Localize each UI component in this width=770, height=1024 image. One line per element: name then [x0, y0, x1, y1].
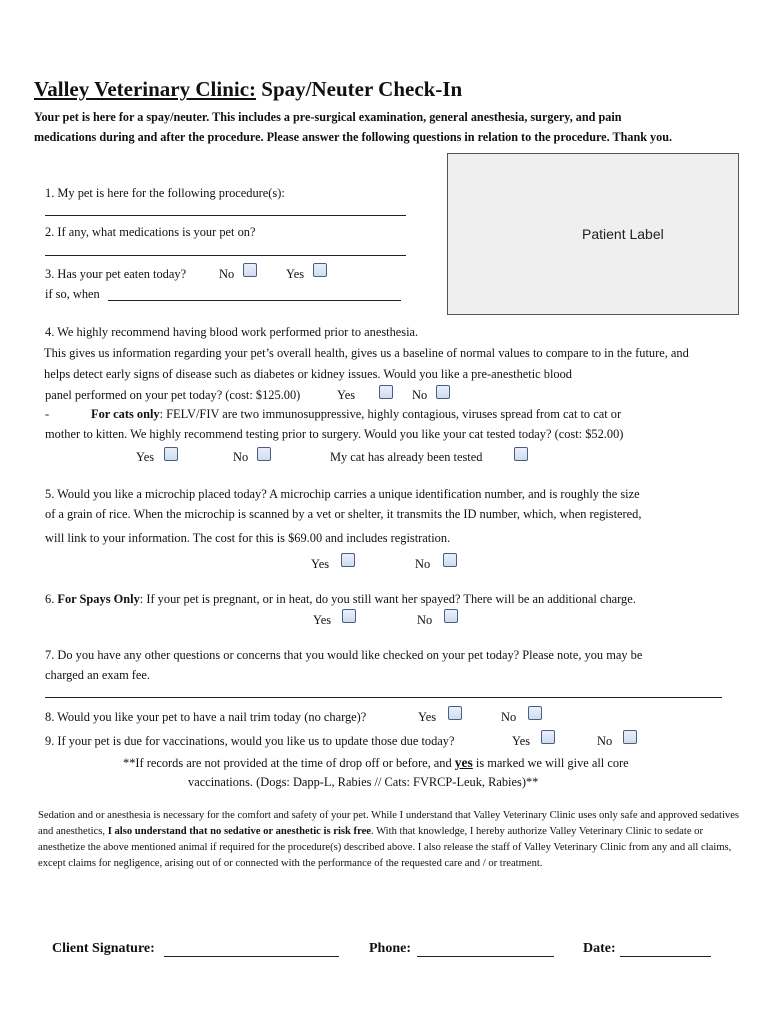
q9-yes-checkbox[interactable] — [541, 730, 555, 744]
intro-text: Your pet is here for a spay/neuter. This includes a pre-surgical examination, general anesthesia, surgery, and pain medications during and after the procedure. Please answer the following questions in relation to the procedure. Thank you. — [34, 110, 673, 144]
cats-only-text-2: mother to kitten. We highly recommend testing prior to surgery. Would you like your cat tested today? (cost: $52.00) — [45, 427, 624, 441]
q2-answer-line[interactable] — [45, 255, 406, 256]
cat-no-checkbox[interactable] — [257, 447, 271, 461]
q6-text: : If your pet is pregnant, or in heat, do you still want her spayed? There will be an additional charge. — [139, 592, 636, 606]
question-5-line-3: will link to your information. The cost for this is $69.00 and includes registration. — [45, 531, 451, 545]
q8-yes-checkbox[interactable] — [448, 706, 462, 720]
cats-dash: - — [45, 407, 50, 421]
q6-yes-label: Yes — [313, 613, 332, 627]
q8-no-checkbox[interactable] — [528, 706, 542, 720]
q3-no-checkbox[interactable] — [243, 263, 257, 277]
q6-no-checkbox[interactable] — [444, 609, 458, 623]
q4-yes-checkbox[interactable] — [379, 385, 393, 399]
q9-no-checkbox[interactable] — [623, 730, 637, 744]
question-7-line-2: charged an exam fee. — [45, 668, 151, 682]
q9-no-label: No — [597, 734, 613, 748]
q5-no-label: No — [415, 557, 431, 571]
cat-no-label: No — [233, 450, 249, 464]
q8-yes-label: Yes — [418, 710, 437, 724]
consent-paragraph — [38, 808, 744, 872]
q5-yes-label: Yes — [311, 557, 330, 571]
form-title-text: Spay/Neuter Check-In — [261, 77, 463, 101]
client-signature-line[interactable] — [164, 956, 339, 957]
q8-no-label: No — [501, 710, 517, 724]
cat-yes-checkbox[interactable] — [164, 447, 178, 461]
q4-no-checkbox[interactable] — [436, 385, 450, 399]
cats-only-bold: For cats only — [91, 407, 160, 421]
question-6 — [45, 592, 636, 607]
question-8: 8. Would you like your pet to have a nail trim today (no charge)? — [45, 710, 367, 724]
q6-no-label: No — [417, 613, 433, 627]
q6-bold: For Spays Only — [57, 592, 140, 606]
note-post: is marked we will give all core — [472, 756, 629, 770]
cats-only-line — [91, 407, 621, 422]
patient-label-text: Patient Label — [582, 226, 664, 242]
vaccination-note — [123, 755, 629, 771]
q3-when-line[interactable] — [108, 300, 401, 301]
date-line[interactable] — [620, 956, 711, 957]
question-7-line-1: 7. Do you have any other questions or concerns that you would like checked on your pet today? Please note, you may be — [45, 648, 643, 662]
consent-bold: I also understand that no sedative or anesthetic is risk free — [107, 826, 371, 837]
cat-yes-label: Yes — [136, 450, 155, 464]
patient-label-box — [447, 153, 739, 315]
q4-description: This gives us information regarding your pet’s overall health, gives us a baseline of normal values to compare to in the future, and helps detect early signs of disease such as diabetes or kidney issues. Would you like a pre-anesthetic blood — [44, 346, 689, 381]
q7-answer-line[interactable] — [45, 697, 722, 698]
question-3: 3. Has your pet eaten today? — [45, 267, 187, 281]
cats-only-text: : FELV/FIV are two immunosuppressive, highly contagious, viruses spread from cat to cat or — [159, 407, 622, 421]
q6-yes-checkbox[interactable] — [342, 609, 356, 623]
q3-followup: if so, when — [45, 287, 100, 301]
q5-yes-checkbox[interactable] — [341, 553, 355, 567]
q4-yes-label: Yes — [337, 388, 356, 402]
q3-no-label: No — [219, 267, 235, 281]
q9-yes-label: Yes — [512, 734, 531, 748]
question-9: 9. If your pet is due for vaccinations, would you like us to update those due today? — [45, 734, 455, 748]
note-pre: **If records are not provided at the time of drop off or before, and — [123, 756, 455, 770]
consent-pre: Sedation and or anesthesia is necessary for the comfort and safety of your pet. While I understand that Valley Veterinary Clinic uses only safe and approved sedatives and anesthetics, — [38, 810, 740, 837]
phone-line[interactable] — [417, 956, 554, 957]
date-label: Date: — [583, 941, 616, 956]
q4-no-label: No — [412, 388, 428, 402]
vaccination-note-2: vaccinations. (Dogs: Dapp-L, Rabies // Cats: FVRCP-Leuk, Rabies)** — [188, 775, 539, 789]
form-title — [34, 77, 462, 102]
question-5-line-2: of a grain of rice. When the microchip is scanned by a vet or shelter, it transmits the ID number, which, when registered, — [45, 507, 642, 521]
q5-no-checkbox[interactable] — [443, 553, 457, 567]
question-5-line-1: 5. Would you like a microchip placed today? A microchip carries a unique identification number, and is roughly the size — [45, 487, 640, 501]
q3-yes-checkbox[interactable] — [313, 263, 327, 277]
consent-post: . With that knowledge, I hereby authorize Valley Veterinary Clinic to sedate or anesthetize the above mentioned animal if required for the procedure(s) described above. I also release the staff of Valley Veterinary Clinic from any and all claims, except claims for negligence, arising out of or connected with the performance of the requested care and / or treatment. — [38, 826, 732, 869]
note-yes: yes — [454, 755, 473, 770]
client-signature-label: Client Signature: — [52, 941, 155, 956]
question-1: 1. My pet is here for the following procedure(s): — [45, 186, 285, 200]
phone-label: Phone: — [369, 941, 411, 956]
q4-question: panel performed on your pet today? (cost: $125.00) — [45, 388, 301, 402]
q3-yes-label: Yes — [286, 267, 305, 281]
question-2: 2. If any, what medications is your pet on? — [45, 225, 256, 239]
clinic-name: Valley Veterinary Clinic: — [34, 77, 257, 101]
cat-tested-checkbox[interactable] — [514, 447, 528, 461]
q6-number: 6. — [45, 592, 58, 606]
cat-tested-label: My cat has already been tested — [330, 450, 483, 464]
q1-answer-line[interactable] — [45, 215, 406, 216]
question-4: 4. We highly recommend having blood work performed prior to anesthesia. — [45, 325, 419, 339]
